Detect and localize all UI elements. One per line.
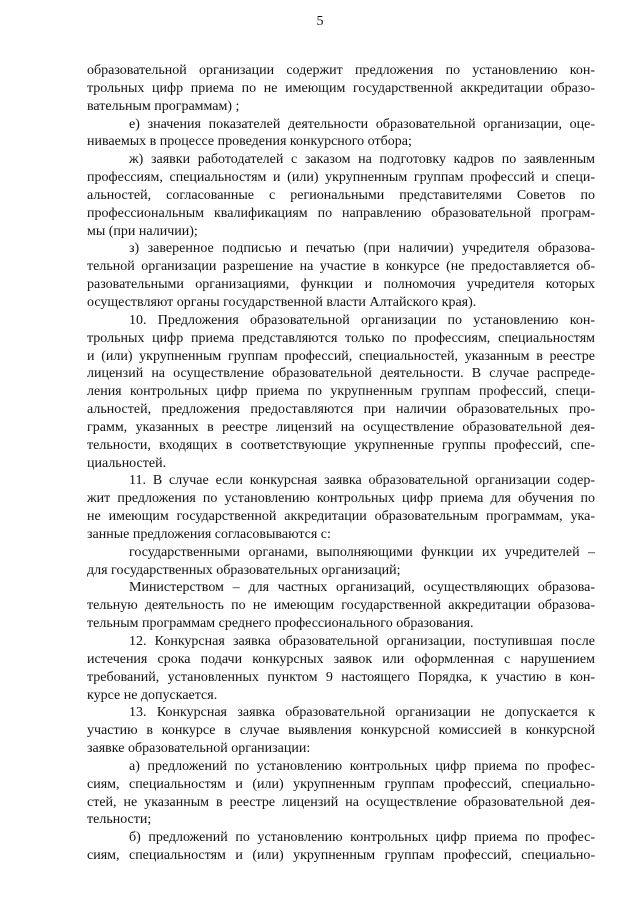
text-line: альностей, согласованные с региональными представителями Советов по: [87, 187, 595, 203]
document-body: [87, 62, 595, 865]
text-line: жит предложения по установлению контрольных цифр приема для обучения по: [87, 491, 595, 507]
text-line: альностей, предложения предоставляются при наличии образовательных про-: [87, 402, 595, 418]
text-line: сиям, специальностям и (или) укрупненным группам профессий, специально-: [87, 776, 595, 792]
text-line: ления контрольных цифр приема по укрупненным группам профессий, специ-: [87, 384, 595, 400]
text-line: и (или) укрупненным группам профессий, специальностей, указанным в реестре: [87, 348, 595, 364]
text-line: тельную деятельность по не имеющим государственной аккредитации образова-: [87, 598, 595, 614]
text-line: сиям, специальностям и (или) укрупненным группам профессий, специально-: [87, 848, 595, 864]
text-line: лицензий на осуществление образовательной деятельности. В случае распреде-: [87, 366, 595, 382]
text-line: трольных цифр приема по не имеющим государственной аккредитации образо-: [87, 80, 595, 96]
text-line: разовательными организациями, функции и полномочия учредителя которых: [87, 277, 595, 293]
text-line: истечения срока подачи конкурсных заявок или оформленная с нарушением: [87, 651, 595, 667]
text-line: 10. Предложения образовательной организации по установлению кон-: [129, 312, 595, 328]
text-line: а) предложений по установлению контрольных цифр приема по профес-: [129, 758, 595, 774]
text-line: требований, установленных пунктом 9 настоящего Порядка, к участию в кон-: [87, 669, 595, 685]
text-line: ж) заявки работодателей с заказом на подготовку кадров по заявленным: [129, 152, 595, 168]
text-line: для государственных образовательных организаций;: [87, 562, 401, 578]
text-line: вательным программам) ;: [87, 98, 240, 114]
text-line: б) предложений по установлению контрольных цифр приема по профес-: [129, 830, 595, 846]
text-line: грамм, указанных в реестре лицензий на осуществление образовательной дея-: [87, 419, 595, 435]
page-number: 5: [316, 14, 324, 29]
text-line: 11. В случае если конкурсная заявка образовательной организации содер-: [129, 473, 595, 489]
text-line: мы (при наличии);: [87, 223, 198, 239]
text-line: циальностей.: [87, 455, 167, 471]
text-line: осуществляют органы государственной власти Алтайского края).: [87, 294, 477, 310]
text-line: тельным программам среднего профессионального образования.: [87, 616, 474, 632]
text-line: заявке образовательной организации:: [87, 741, 311, 757]
text-line: курсе не допускается.: [87, 687, 218, 703]
text-line: тельности;: [87, 812, 152, 828]
text-line: тельной организации разрешение на участие в конкурсе (не предоставляется об-: [87, 259, 595, 275]
text-line: 12. Конкурсная заявка образовательной организации, поступившая после: [129, 634, 595, 649]
text-line: 13. Конкурсная заявка образовательной организации не допускается к: [129, 705, 595, 721]
text-line: з) заверенное подписью и печатью (при наличии) учредителя образова-: [129, 241, 595, 257]
text-line: профессиональным квалификациям по направлению образовательной програм-: [87, 205, 595, 221]
text-line: тельности, входящих в соответствующие укрупненные группы профессий, спе-: [87, 437, 595, 453]
text-line: е) значения показателей деятельности образовательной организации, оце-: [129, 116, 595, 132]
text-line: профессиям, специальностям и (или) укрупненным группам профессий и специ-: [87, 170, 595, 186]
text-line: стей, не указанным в реестре лицензий на осуществление образовательной дея-: [87, 794, 595, 810]
text-line: участию в конкурсе в случае выявления конкурсной комиссией в конкурсной: [87, 723, 595, 739]
text-line: ниваемых в процессе проведения конкурсного отбора;: [87, 134, 412, 150]
text-line: трольных цифр приема представляются только по профессиям, специальностям: [87, 330, 595, 346]
text-line: государственными органами, выполняющими функции их учредителей –: [129, 544, 595, 560]
text-line: образовательной организации содержит предложения по установлению кон-: [87, 63, 595, 78]
text-line: занные предложения согласовываются с:: [87, 526, 331, 542]
text-line: не имеющим государственной аккредитации образовательным программам, ука-: [87, 509, 595, 525]
text-line: Министерством – для частных организаций, осуществляющих образова-: [129, 580, 595, 596]
